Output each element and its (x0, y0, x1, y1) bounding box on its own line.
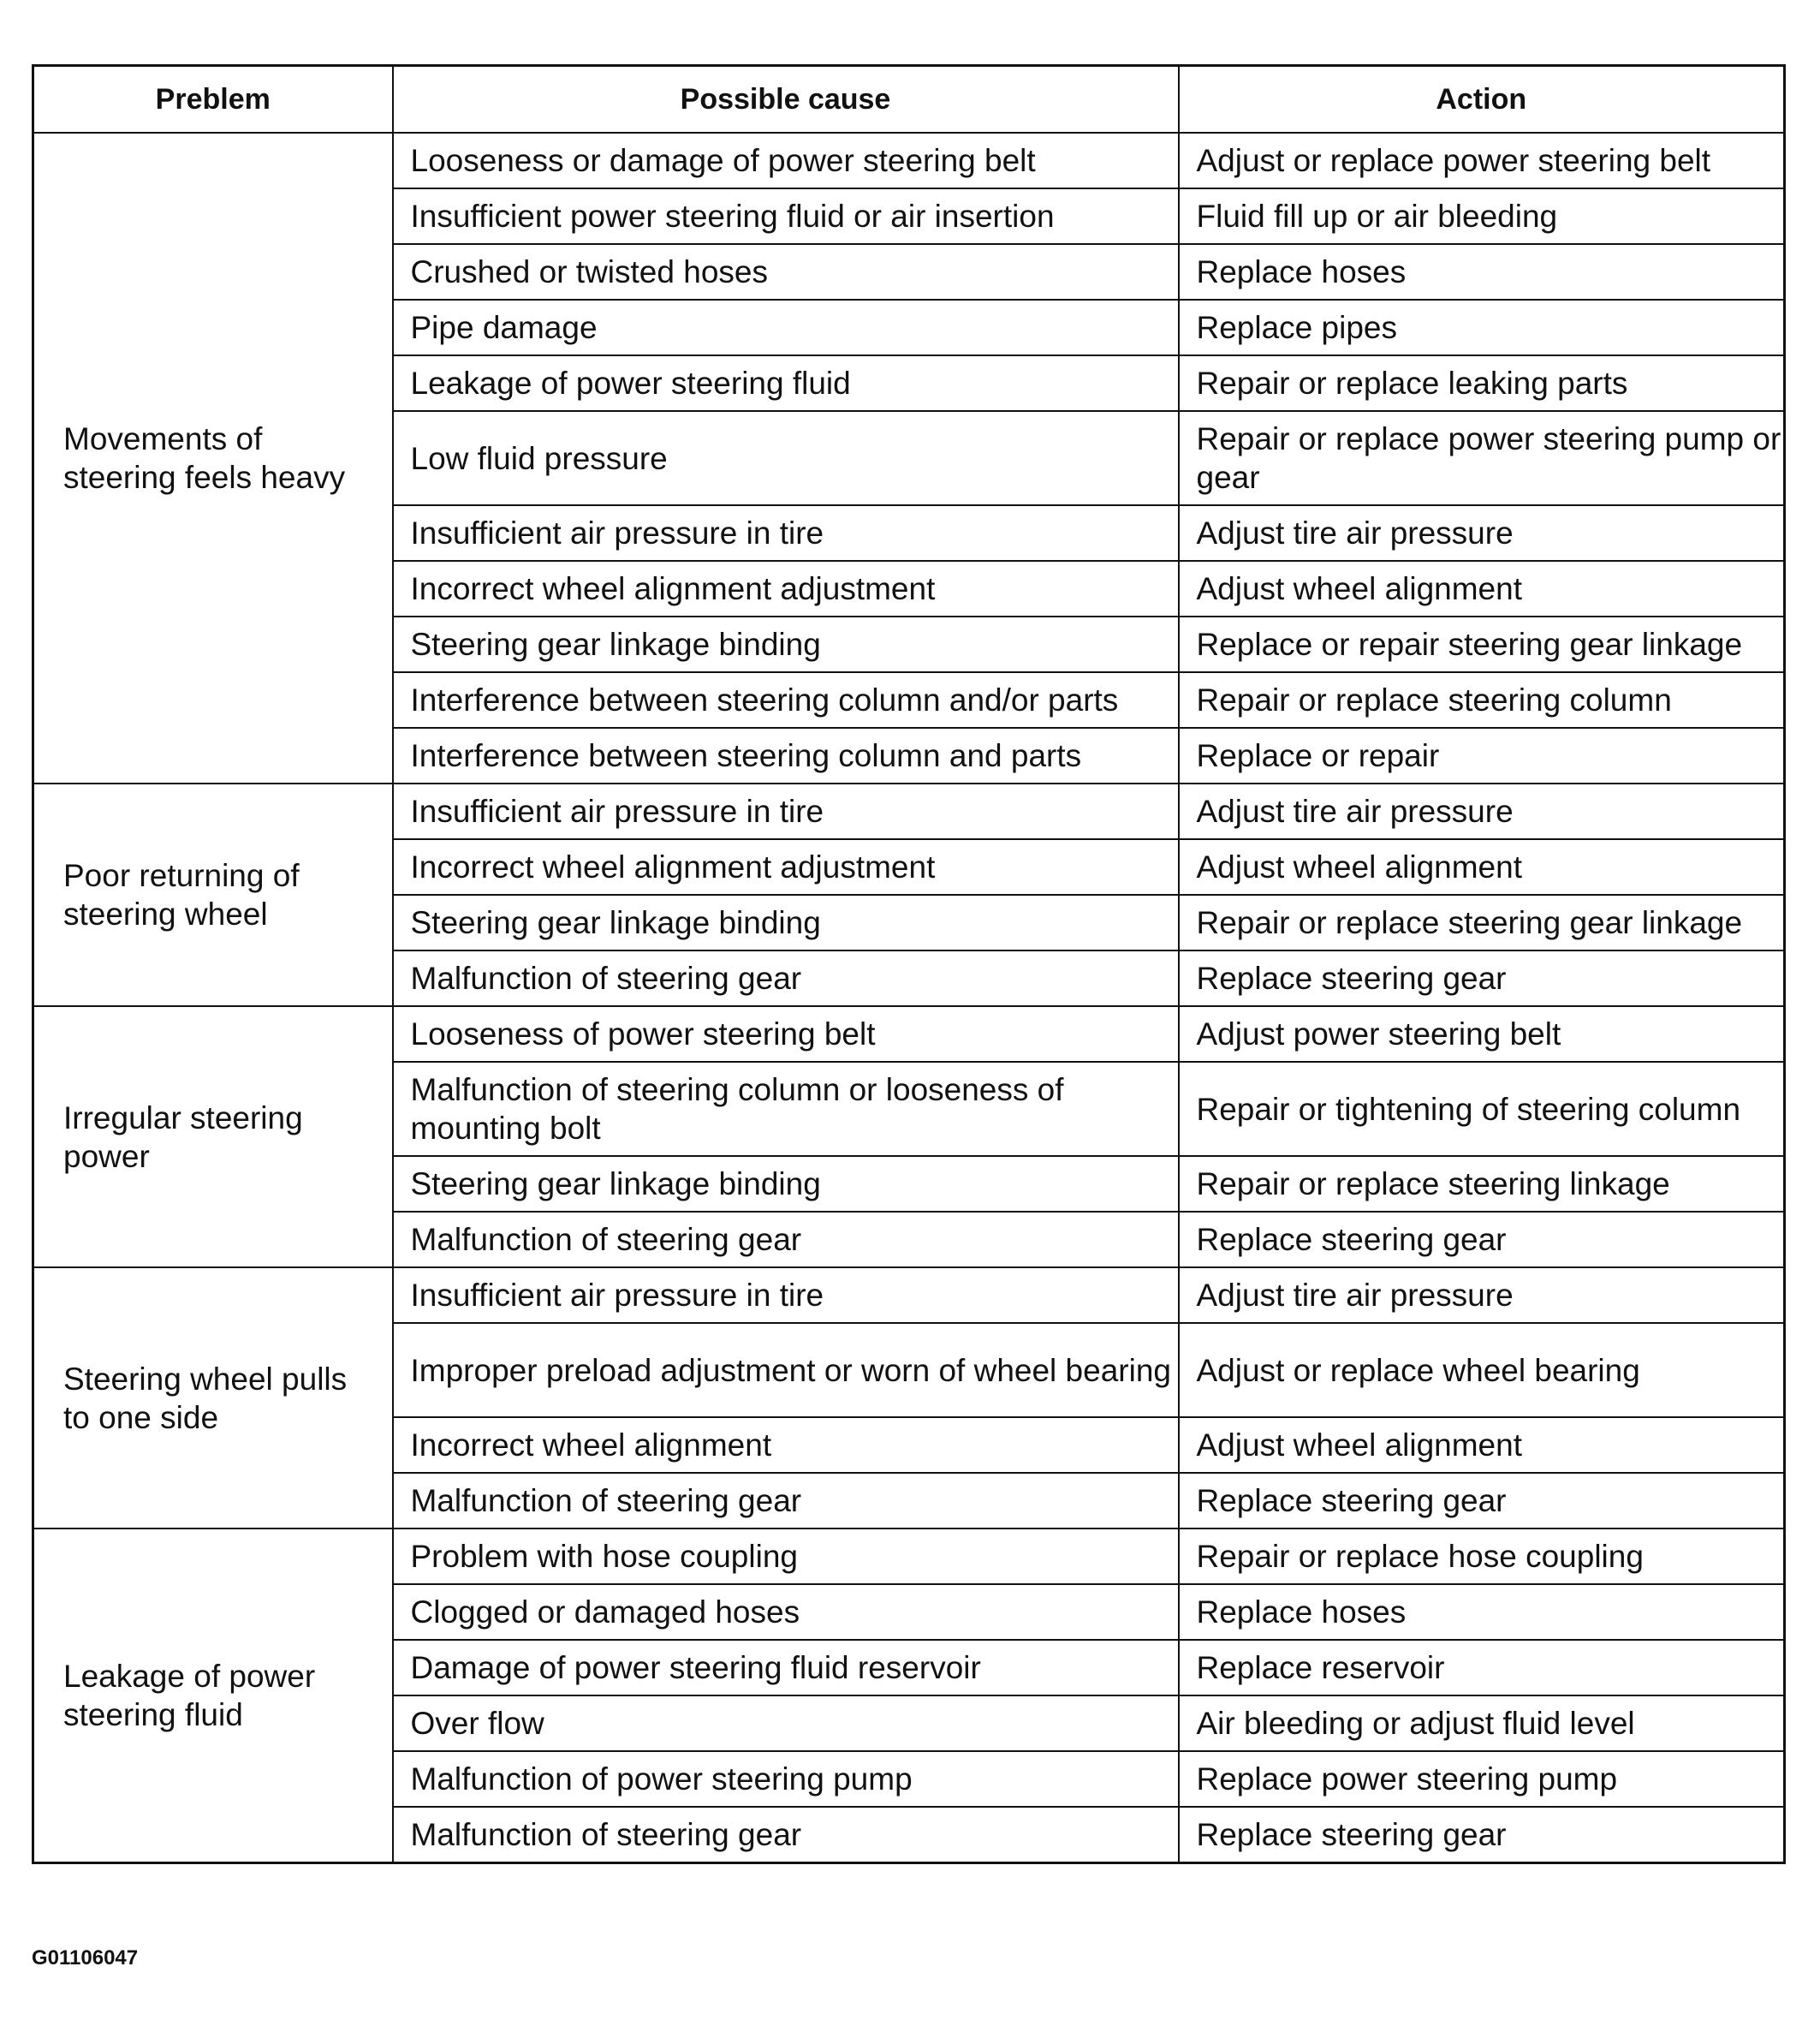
header-action: Action (1179, 66, 1785, 134)
cause-cell: Interference between steering column and/or parts (393, 672, 1179, 728)
action-cell: Repair or replace hose coupling (1179, 1528, 1785, 1584)
cause-cell: Malfunction of steering column or looseness of mounting bolt (393, 1062, 1179, 1156)
action-cell: Replace hoses (1179, 244, 1785, 300)
cause-cell: Crushed or twisted hoses (393, 244, 1179, 300)
action-cell: Replace power steering pump (1179, 1751, 1785, 1807)
cause-cell: Insufficient air pressure in tire (393, 1267, 1179, 1323)
table-body (33, 133, 1785, 1863)
problem-cell: Movements of steering feels heavy (33, 133, 393, 784)
cause-cell: Problem with hose coupling (393, 1528, 1179, 1584)
cause-cell: Incorrect wheel alignment adjustment (393, 839, 1179, 895)
action-cell: Replace steering gear (1179, 950, 1785, 1006)
action-cell: Repair or replace steering gear linkage (1179, 895, 1785, 950)
action-cell: Replace or repair steering gear linkage (1179, 617, 1785, 672)
cause-cell: Malfunction of power steering pump (393, 1751, 1179, 1807)
header-problem: Preblem (33, 66, 393, 134)
cause-cell: Incorrect wheel alignment (393, 1417, 1179, 1473)
cause-cell: Steering gear linkage binding (393, 617, 1179, 672)
cause-cell: Low fluid pressure (393, 411, 1179, 505)
table-row (33, 784, 1785, 839)
action-cell: Repair or replace power steering pump or gear (1179, 411, 1785, 505)
action-cell: Fluid fill up or air bleeding (1179, 188, 1785, 244)
action-cell: Adjust wheel alignment (1179, 839, 1785, 895)
cause-cell: Looseness of power steering belt (393, 1006, 1179, 1062)
cause-cell: Clogged or damaged hoses (393, 1584, 1179, 1640)
cause-cell: Insufficient power steering fluid or air insertion (393, 188, 1179, 244)
cause-cell: Damage of power steering fluid reservoir (393, 1640, 1179, 1695)
action-cell: Replace hoses (1179, 1584, 1785, 1640)
action-cell: Replace or repair (1179, 728, 1785, 784)
cause-cell: Malfunction of steering gear (393, 950, 1179, 1006)
table-row (33, 1528, 1785, 1584)
cause-cell: Malfunction of steering gear (393, 1807, 1179, 1863)
table-row (33, 1006, 1785, 1062)
cause-cell: Leakage of power steering fluid (393, 355, 1179, 411)
problem-cell: Steering wheel pulls to one side (33, 1267, 393, 1528)
cause-cell: Pipe damage (393, 300, 1179, 355)
cause-cell: Insufficient air pressure in tire (393, 784, 1179, 839)
cause-cell: Insufficient air pressure in tire (393, 505, 1179, 561)
action-cell: Replace steering gear (1179, 1807, 1785, 1863)
header-row (33, 66, 1785, 134)
action-cell: Adjust or replace wheel bearing (1179, 1323, 1785, 1417)
cause-cell: Malfunction of steering gear (393, 1473, 1179, 1528)
cause-cell: Improper preload adjustment or worn of wheel bearing (393, 1323, 1179, 1417)
action-cell: Adjust tire air pressure (1179, 1267, 1785, 1323)
action-cell: Adjust wheel alignment (1179, 561, 1785, 617)
problem-cell: Leakage of power steering fluid (33, 1528, 393, 1863)
cause-cell: Interference between steering column and parts (393, 728, 1179, 784)
table-header (33, 66, 1785, 134)
action-cell: Replace reservoir (1179, 1640, 1785, 1695)
action-cell: Repair or replace leaking parts (1179, 355, 1785, 411)
table-row (33, 133, 1785, 188)
problem-cell: Irregular steering power (33, 1006, 393, 1267)
action-cell: Air bleeding or adjust fluid level (1179, 1695, 1785, 1751)
cause-cell: Incorrect wheel alignment adjustment (393, 561, 1179, 617)
cause-cell: Malfunction of steering gear (393, 1212, 1179, 1267)
header-possible-cause: Possible cause (393, 66, 1179, 134)
action-cell: Repair or replace steering linkage (1179, 1156, 1785, 1212)
problem-cell: Poor returning of steering wheel (33, 784, 393, 1006)
action-cell: Adjust power steering belt (1179, 1006, 1785, 1062)
action-cell: Repair or tightening of steering column (1179, 1062, 1785, 1156)
action-cell: Adjust tire air pressure (1179, 505, 1785, 561)
troubleshooting-table (32, 64, 1786, 1864)
action-cell: Adjust or replace power steering belt (1179, 133, 1785, 188)
cause-cell: Steering gear linkage binding (393, 895, 1179, 950)
action-cell: Replace pipes (1179, 300, 1785, 355)
action-cell: Replace steering gear (1179, 1212, 1785, 1267)
figure-code: G01106047 (32, 1946, 139, 1969)
cause-cell: Steering gear linkage binding (393, 1156, 1179, 1212)
table-row (33, 1267, 1785, 1323)
cause-cell: Looseness or damage of power steering belt (393, 133, 1179, 188)
action-cell: Replace steering gear (1179, 1473, 1785, 1528)
action-cell: Adjust wheel alignment (1179, 1417, 1785, 1473)
cause-cell: Over flow (393, 1695, 1179, 1751)
action-cell: Adjust tire air pressure (1179, 784, 1785, 839)
action-cell: Repair or replace steering column (1179, 672, 1785, 728)
